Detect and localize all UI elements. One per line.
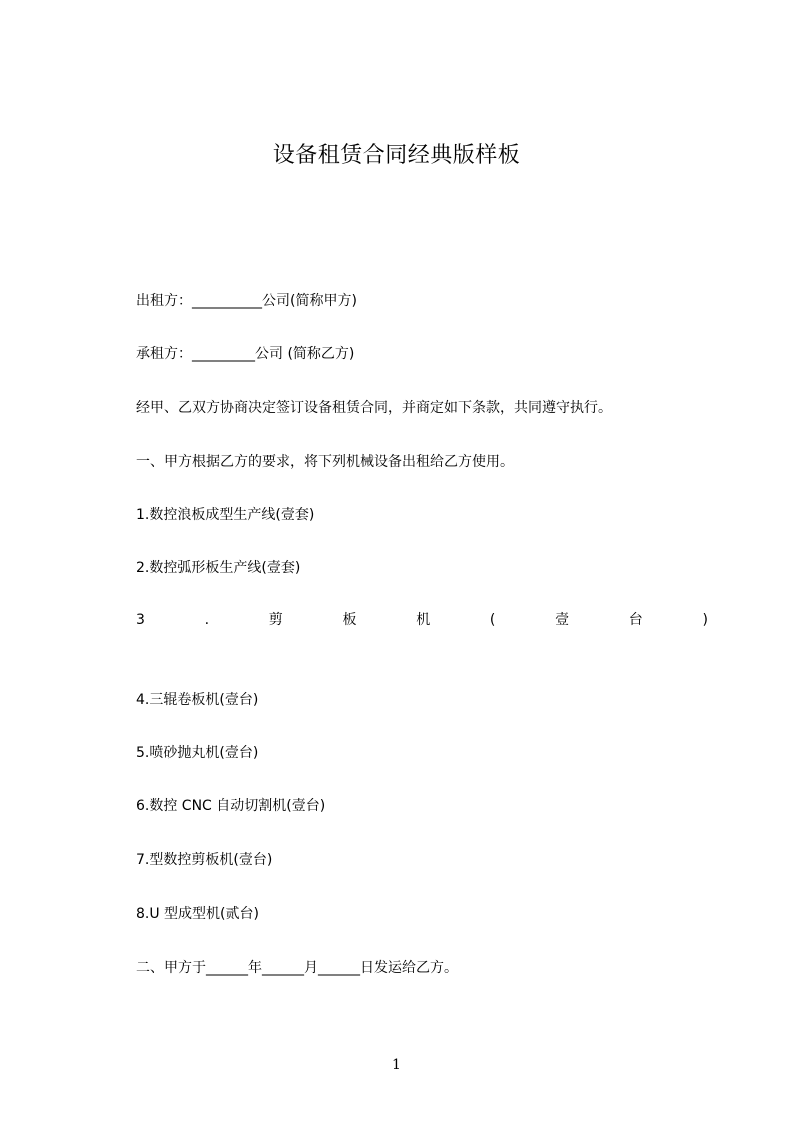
equipment-item-3-char: ) xyxy=(702,612,708,628)
equipment-item-3-char: 壹 xyxy=(555,612,570,628)
equipment-item-8: 8.U 型成型机(贰台) xyxy=(136,906,259,922)
page-number: 1 xyxy=(392,1057,401,1073)
equipment-item-3-char: 机 xyxy=(416,612,431,628)
lessee-line: 承租方：_________公司 (简称乙方) xyxy=(136,346,355,362)
equipment-item-3-char: ( xyxy=(489,612,496,628)
equipment-item-1: 1.数控浪板成型生产线(壹套) xyxy=(136,507,315,523)
clause-2-heading: 二、甲方于______年______月______日发运给乙方。 xyxy=(136,960,458,976)
equipment-item-4: 4.三辊卷板机(壹台) xyxy=(136,692,259,708)
document-title: 设备租赁合同经典版样板 xyxy=(272,143,521,168)
equipment-item-5: 5.喷砂抛丸机(壹台) xyxy=(136,745,259,761)
equipment-item-7: 7.型数控剪板机(壹台) xyxy=(136,852,273,868)
clause-1-heading: 一、甲方根据乙方的要求，将下列机械设备出租给乙方使用。 xyxy=(136,454,514,470)
equipment-item-3-char: 3 xyxy=(136,612,145,628)
equipment-item-2: 2.数控弧形板生产线(壹套) xyxy=(136,560,301,576)
lessor-line: 出租方：__________公司(简称甲方) xyxy=(136,293,357,309)
intro-paragraph: 经甲、乙双方协商决定签订设备租赁合同，并商定如下条款，共同遵守执行。 xyxy=(136,400,612,416)
equipment-item-3 xyxy=(136,610,708,630)
equipment-item-3-char: . xyxy=(204,612,210,628)
equipment-item-3-char: 板 xyxy=(342,612,357,628)
equipment-item-3-char: 台 xyxy=(628,612,643,628)
equipment-item-3-char: 剪 xyxy=(268,612,283,628)
equipment-item-6: 6.数控 CNC 自动切割机(壹台) xyxy=(136,798,326,814)
